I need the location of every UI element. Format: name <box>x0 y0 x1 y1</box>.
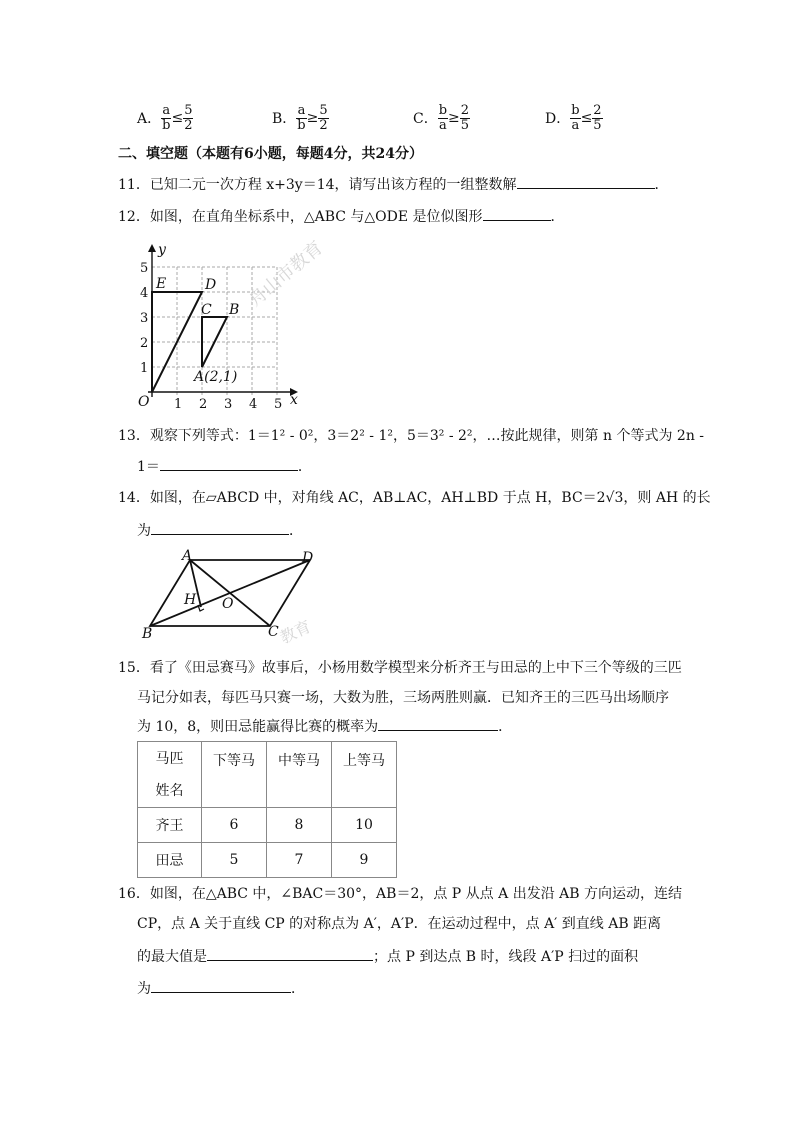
table-cell-name: 田忌 <box>138 843 202 878</box>
x-tick-5: 5 <box>274 397 283 412</box>
choice-b-letter: B． <box>272 111 297 127</box>
question-16-line2: CP，点 A 关于直线 CP 的对称点为 A′，A′P．在运动过程中，点 A′ 到直线 AB 距离 <box>137 916 662 932</box>
y-tick-2: 2 <box>140 336 149 351</box>
answer-blank-16a[interactable] <box>207 946 373 961</box>
answer-blank-14[interactable] <box>151 520 289 535</box>
question-13-line1: 13．观察下列等式：1＝1² - 0²，3＝2² - 1²，5＝3² - 2²，…按此规律，则第 n 个等式为 2n - <box>118 428 705 444</box>
x-tick-1: 1 <box>174 397 183 412</box>
answer-blank-11[interactable] <box>517 174 655 189</box>
y-tick-1: 1 <box>140 361 149 376</box>
watermark: 舟山市教育 <box>244 237 328 312</box>
point-label-e: E <box>156 276 167 292</box>
table-cell-name: 齐王 <box>138 808 202 843</box>
y-axis-arrow <box>148 244 156 252</box>
choice-d[interactable] <box>545 98 603 138</box>
choice-d-letter: D． <box>545 111 571 127</box>
choice-c[interactable] <box>413 98 470 138</box>
horse-score-table <box>137 741 397 878</box>
choice-a-letter: A． <box>137 111 162 127</box>
axis-label-x: x <box>290 392 298 408</box>
point-label-a: A(2,1) <box>194 369 238 385</box>
choice-b[interactable] <box>272 98 329 138</box>
x-tick-2: 2 <box>199 397 208 412</box>
section-title: 二、填空题（本题有6小题，每题4分，共24分） <box>118 146 423 162</box>
table-cell: 9 <box>332 843 397 878</box>
table-header-cell: 马匹 姓名 <box>138 742 202 808</box>
question-12-text: 12．如图，在直角坐标系中，△ABC 与△ODE 是位似图形 <box>118 209 483 225</box>
table-header-cell: 上等马 <box>332 742 397 808</box>
y-tick-3: 3 <box>140 311 149 326</box>
question-16-line3: 的最大值是 ；点 P 到达点 B 时，线段 A′P 扫过的面积 <box>137 946 638 967</box>
y-tick-4: 4 <box>140 286 149 301</box>
choice-a-relation: ≤ <box>171 110 184 126</box>
choice-c-relation: ≥ <box>448 110 460 126</box>
point-label-b: B <box>142 626 153 642</box>
table-cell: 10 <box>332 808 397 843</box>
table-header-cell: 中等马 <box>267 742 332 808</box>
figure-12-coordinate-grid <box>130 237 328 415</box>
figure-14-parallelogram <box>138 548 338 648</box>
table-cell: 6 <box>202 808 267 843</box>
choice-d-frac-right: $\frac{2}{5}$ <box>593 102 602 133</box>
axis-label-y: y <box>158 242 166 258</box>
choice-d-frac-left: $\frac{b}{a}$ <box>571 102 580 133</box>
question-15-line1: 15．看了《田忌赛马》故事后，小杨用数学模型来分析齐王与田忌的上中下三个等级的三匹 <box>118 660 682 676</box>
choice-a-frac-right: $\frac{5}{2}$ <box>184 102 193 133</box>
table-header-row <box>138 742 397 808</box>
point-label-h: H <box>184 592 197 608</box>
question-14-line1: 14．如图，在▱ABCD 中，对角线 AC，AB⊥AC，AH⊥BD 于点 H，BC＝2√3，则 AH 的长 <box>118 490 711 506</box>
point-label-c: C <box>268 624 279 640</box>
point-label-a: A <box>182 548 193 564</box>
question-16-line4: 为 ． <box>137 978 305 999</box>
question-11-end: ． <box>654 177 669 193</box>
point-label-c: C <box>201 302 212 318</box>
choice-a-frac-left: $\frac{a}{b}$ <box>162 102 171 133</box>
y-tick-5: 5 <box>140 261 149 276</box>
table-cell: 8 <box>267 808 332 843</box>
question-14-line2: 为 ． <box>137 520 303 541</box>
choice-c-frac-left: $\frac{b}{a}$ <box>438 102 448 133</box>
question-12-end: ． <box>550 209 565 225</box>
x-tick-4: 4 <box>249 397 258 412</box>
question-15-line3: 为 10，8，则田忌能赢得比赛的概率为 ． <box>137 716 512 737</box>
choice-c-letter: C． <box>413 111 438 127</box>
choice-b-relation: ≥ <box>306 110 319 126</box>
point-label-d: D <box>205 277 217 293</box>
answer-blank-13[interactable] <box>160 456 298 471</box>
choice-c-frac-right: $\frac{2}{5}$ <box>460 102 470 133</box>
question-11 <box>118 174 669 195</box>
answer-blank-15[interactable] <box>378 716 498 731</box>
table-row <box>138 843 397 878</box>
answer-blank-16b[interactable] <box>151 978 291 993</box>
choice-b-frac-right: $\frac{5}{2}$ <box>319 102 328 133</box>
watermark: 教育 <box>276 616 314 648</box>
answer-blank-12[interactable] <box>483 206 551 221</box>
table-header-cell: 下等马 <box>202 742 267 808</box>
table-row <box>138 808 397 843</box>
choice-b-frac-left: $\frac{a}{b}$ <box>297 102 306 133</box>
table-cell: 7 <box>267 843 332 878</box>
point-label-o: O <box>222 596 234 612</box>
table-cell: 5 <box>202 843 267 878</box>
choice-d-relation: ≤ <box>580 110 593 126</box>
origin-label: O <box>138 394 150 410</box>
diagonal-bd <box>150 560 310 626</box>
x-tick-3: 3 <box>224 397 233 412</box>
question-12 <box>118 206 565 227</box>
question-13-line2: 1＝ ． <box>137 456 312 477</box>
question-11-text: 11．已知二元一次方程 x+3y＝14，请写出该方程的一组整数解 <box>118 177 517 193</box>
point-label-b: B <box>229 302 240 318</box>
question-16-line1: 16．如图，在△ABC 中，∠BAC＝30°，AB＝2，点 P 从点 A 出发沿 AB 方向运动，连结 <box>118 886 682 902</box>
point-label-d: D <box>302 550 314 566</box>
question-15-line2: 马记分如表，每匹马只赛一场，大数为胜，三场两胜则赢．已知齐王的三匹马出场顺序 <box>137 690 669 706</box>
choice-a[interactable] <box>137 98 193 138</box>
